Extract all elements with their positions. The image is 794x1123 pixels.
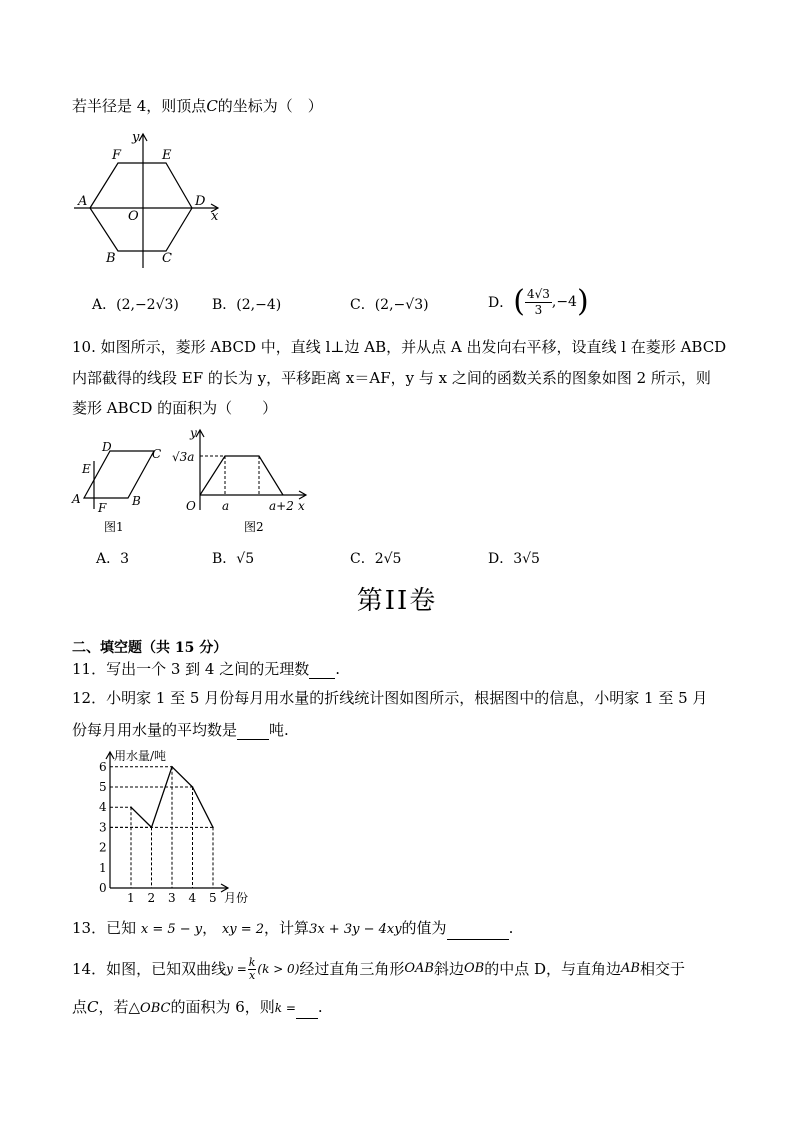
q9-option-d: D． ( 4√3 3 ,−4 ) xyxy=(488,284,589,319)
label-C: C xyxy=(152,447,162,461)
graph-label-O: O xyxy=(186,499,196,513)
q14-line1: 14．如图，已知双曲线 y = $\frac{k}{x}$ (k > 0) 经过直角三角形 OAB 斜边 OB 的中点 D，与直角边 AB 相交于 xyxy=(72,955,685,982)
q9-text: 若半径是 4，则顶点C的坐标为（ ） xyxy=(72,97,323,115)
label-x: x xyxy=(211,209,219,224)
q14-fraction: $\frac{k}{x}$ xyxy=(248,955,256,982)
q14-blank xyxy=(296,998,318,1019)
data-point xyxy=(171,766,173,768)
y-tick-label: 1 xyxy=(99,860,107,875)
q9-option-c: C．(2,−√3) xyxy=(350,297,429,313)
label-D: D xyxy=(102,440,112,454)
q9-option-a: A．(2,−2√3) xyxy=(92,297,179,313)
y-tick-label: 5 xyxy=(99,780,107,794)
x-tick-label: 2 xyxy=(147,891,156,905)
label-E: E xyxy=(162,148,172,163)
data-point xyxy=(151,827,153,829)
y-tick-label: 0 xyxy=(99,881,107,895)
graph-label-a: a xyxy=(222,499,230,513)
q10-line2: 内部截得的线段 EF 的长为 y，平移距离 x＝AF，y 与 x 之间的函数关系的图象如图 2 所示，则 xyxy=(72,369,711,387)
chart-ylabel: 用水量/吨 xyxy=(114,749,167,763)
x-tick-label: 3 xyxy=(168,891,176,905)
label-C: C xyxy=(162,251,172,266)
data-point xyxy=(212,827,214,829)
graph-label-a2: a+2 xyxy=(269,499,294,513)
q11-text: 11．写出一个 3 到 4 之间的无理数 . xyxy=(72,660,341,678)
graph-label-y: y xyxy=(190,426,197,440)
q10-option-b: B．√5 xyxy=(212,551,255,567)
graph-label-sqrt3a: √3a xyxy=(172,450,195,464)
section-heading: 二、填空题（共 15 分） xyxy=(72,640,228,656)
label-E: E xyxy=(82,462,91,476)
x-tick-label: 1 xyxy=(127,891,135,905)
water-usage-chart xyxy=(90,746,280,906)
fig2-caption: 图2 xyxy=(244,520,264,534)
x-tick-label: 5 xyxy=(209,891,217,905)
q10-line1: 10. 如图所示，菱形 ABCD 中，直线 l⊥边 AB，并从点 A 出发向右平移，设直线 l 在菱形 ABCD xyxy=(72,338,727,356)
function-graph-figure xyxy=(168,424,318,536)
q12-line1: 12．小明家 1 至 5 月份每月用水量的折线统计图如图所示，根据图中的信息，小明家 1 至 5 月 xyxy=(72,689,708,707)
label-A: A xyxy=(78,194,88,209)
q10-line3: 菱形 ABCD 的面积为（ ） xyxy=(72,399,278,417)
graph-label-x: x xyxy=(298,499,305,513)
label-B: B xyxy=(106,251,116,266)
data-point xyxy=(130,806,132,808)
hexagon-figure xyxy=(68,128,228,273)
hexagon xyxy=(90,163,192,251)
y-tick-label: 6 xyxy=(99,759,107,774)
data-point xyxy=(192,786,194,788)
q9-option-b: B．(2,−4) xyxy=(212,297,282,313)
q11-blank xyxy=(309,658,335,679)
q10-option-a: A．3 xyxy=(96,551,130,567)
q10-option-c: C．2√5 xyxy=(350,551,402,567)
rhombus-figure xyxy=(70,436,170,536)
label-F: F xyxy=(98,501,107,515)
label-O: O xyxy=(128,209,139,224)
q13-text: 13．已知 x = 5 − y， xy = 2，计算3x + 3y − 4xy的值为 . xyxy=(72,918,513,940)
label-F: F xyxy=(112,148,122,163)
y-tick-label: 3 xyxy=(99,820,107,835)
x-tick-label: 4 xyxy=(188,891,197,905)
fig1-caption: 图1 xyxy=(104,520,124,534)
q9-d-fraction: 4√3 3 xyxy=(526,286,550,317)
label-D: D xyxy=(195,194,206,209)
y-tick-label: 2 xyxy=(99,840,107,855)
q12-line2: 份每月用水量的平均数是 吨. xyxy=(72,721,289,739)
q12-blank xyxy=(237,719,269,740)
label-y: y xyxy=(132,130,140,145)
graph-line xyxy=(200,456,283,495)
part2-title: 第II卷 xyxy=(356,586,438,616)
y-tick-label: 4 xyxy=(99,800,107,815)
label-A: A xyxy=(72,492,81,506)
label-B: B xyxy=(132,494,141,508)
q10-option-d: D．3√5 xyxy=(488,551,540,567)
q14-line2: 点C，若△OBC的面积为 6，则k = . xyxy=(72,997,323,1019)
q13-blank xyxy=(447,919,509,940)
chart-xlabel: 月份 xyxy=(224,891,249,905)
